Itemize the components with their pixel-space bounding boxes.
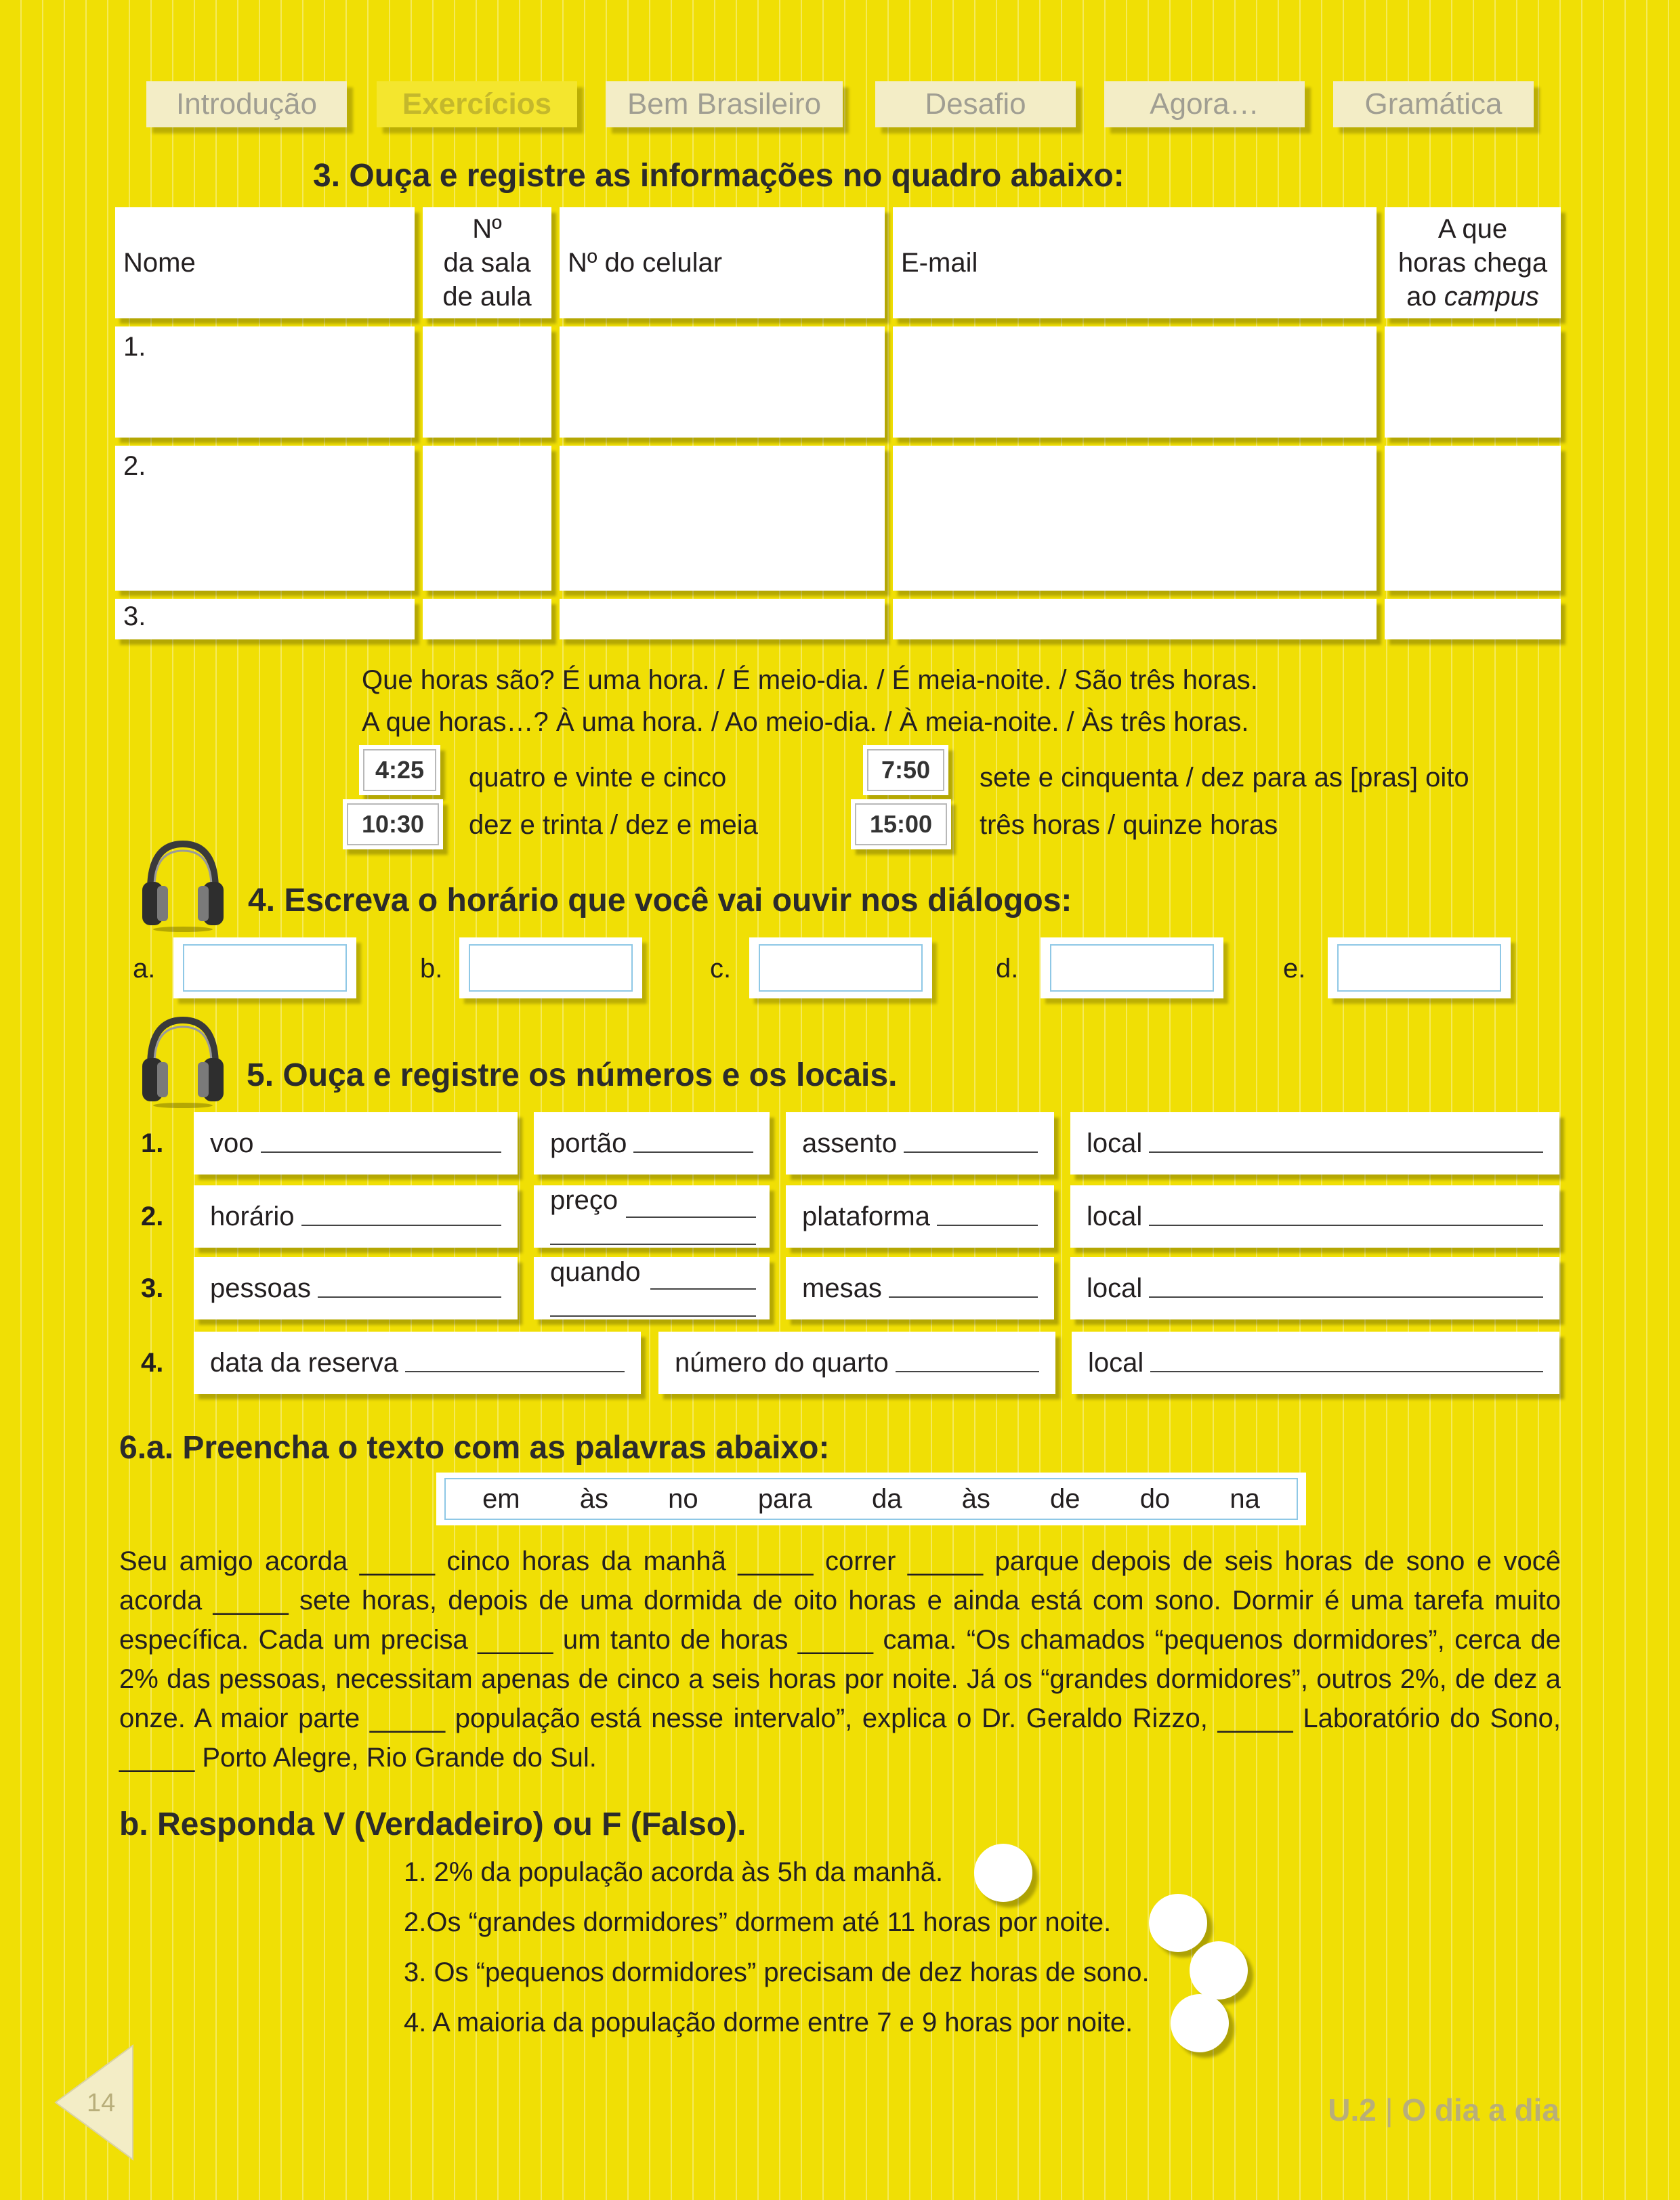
headphones-icon xyxy=(141,837,225,932)
answer-box-a[interactable] xyxy=(173,937,356,998)
field-local[interactable]: local xyxy=(1072,1332,1559,1394)
word: no xyxy=(668,1483,698,1514)
tab-introducao[interactable]: Introdução xyxy=(146,81,347,127)
word: em xyxy=(482,1483,520,1514)
row-1-hora[interactable] xyxy=(1385,326,1561,438)
tab-bem-brasileiro[interactable]: Bem Brasileiro xyxy=(606,81,843,127)
exercise-4-title: 4. Escreva o horário que você vai ouvir nos diálogos: xyxy=(248,883,1072,918)
word: às xyxy=(579,1483,609,1514)
word: do xyxy=(1139,1483,1171,1514)
row-1-celular[interactable] xyxy=(560,326,885,438)
answer-label-b: b. xyxy=(420,954,443,983)
statement-4: 4. A maioria da população dorme entre 7 e 9 horas por noite. xyxy=(404,2008,1133,2037)
word: na xyxy=(1230,1483,1260,1514)
field-assento[interactable]: assento xyxy=(786,1112,1054,1175)
exercise-6a-title: 6.a. Preencha o texto com as palavras abaixo: xyxy=(119,1430,830,1466)
row-number: 1. xyxy=(141,1128,164,1158)
tab-gramatica[interactable]: Gramática xyxy=(1333,81,1534,127)
answer-box-d[interactable] xyxy=(1041,937,1223,998)
field-mesas[interactable]: mesas xyxy=(786,1257,1054,1319)
time-example-text: dez e trinta / dez e meia xyxy=(469,810,758,840)
statement-3: 3. Os “pequenos dormidores” precisam de dez horas de sono. xyxy=(404,1958,1150,1987)
headphones-icon xyxy=(141,1013,225,1108)
page-number: 14 xyxy=(87,2089,116,2117)
answer-circle-3[interactable] xyxy=(1190,1941,1248,2000)
row-1-email[interactable] xyxy=(893,326,1377,438)
clock-15-00: 15:00 xyxy=(851,799,951,849)
field-plataforma[interactable]: plataforma xyxy=(786,1185,1054,1248)
time-example-text: quatro e vinte e cinco xyxy=(469,763,727,792)
word: para xyxy=(757,1483,812,1514)
time-example-text: sete e cinquenta / dez para as [pras] oito xyxy=(980,763,1469,792)
clock-4-25: 4:25 xyxy=(359,745,440,795)
exercise-6b-title: b. Responda V (Verdadeiro) ou F (Falso). xyxy=(119,1806,747,1842)
clock-7-50: 7:50 xyxy=(863,745,948,795)
clock-10-30: 10:30 xyxy=(343,799,443,849)
time-note-line-1: Que horas são? É uma hora. / É meio-dia. / É meia-noite. / São três horas. xyxy=(362,665,1258,695)
statement-2: 2.Os “grandes dormidores” dormem até 11 horas por noite. xyxy=(404,1907,1112,1937)
answer-label-a: a. xyxy=(133,954,156,983)
row-2-nome[interactable]: 2. xyxy=(115,446,415,591)
field-data-reserva[interactable]: data da reserva xyxy=(194,1332,641,1394)
fill-in-paragraph: Seu amigo acorda _____ cinco horas da manhã _____ correr _____ parque depois de seis horas de sono e você acorda _____ sete horas, depois de uma dormida de oito horas e ainda está com sono. Dormir é uma tarefa muito específica. Cada um precisa _____ um tanto de horas _____ cama. “Os chamados “pequenos dormidores”, cerca de 2% das pessoas, necessitam apenas de cinco a seis horas por noite. Já os “grandes dormidores”, outros 2%, de dez a onze. A maior parte _____ população está nesse intervalo”, explica o Dr. Geraldo Rizzo, _____ Laboratório do Sono, _____ Porto Alegre, Rio Grande do Sul. xyxy=(119,1546,1561,1773)
word-bank xyxy=(436,1473,1306,1525)
row-number: 4. xyxy=(141,1348,164,1378)
field-quando[interactable]: quando xyxy=(534,1257,770,1319)
row-1-nome[interactable]: 1. xyxy=(115,326,415,438)
row-3-email[interactable] xyxy=(893,599,1377,639)
field-numero-quarto[interactable]: número do quarto xyxy=(658,1332,1055,1394)
time-note-line-2: A que horas…? À uma hora. / Ao meio-dia. / À meia-noite. / Às três horas. xyxy=(362,707,1249,737)
time-example-text: três horas / quinze horas xyxy=(980,810,1278,840)
row-2-sala[interactable] xyxy=(423,446,551,591)
field-portao[interactable]: portão xyxy=(534,1112,770,1175)
field-pessoas[interactable]: pessoas xyxy=(194,1257,518,1319)
row-1-sala[interactable] xyxy=(423,326,551,438)
word: às xyxy=(961,1483,990,1514)
row-3-celular[interactable] xyxy=(560,599,885,639)
row-2-hora[interactable] xyxy=(1385,446,1561,591)
field-preco[interactable]: preço xyxy=(534,1185,770,1248)
word: de xyxy=(1050,1483,1080,1514)
row-2-celular[interactable] xyxy=(560,446,885,591)
header-hora: A que horas chega ao campus xyxy=(1385,207,1561,318)
answer-box-b[interactable] xyxy=(459,937,642,998)
answer-label-c: c. xyxy=(710,954,732,983)
field-local[interactable]: local xyxy=(1070,1112,1559,1175)
field-horario[interactable]: horário xyxy=(194,1185,518,1248)
unit-footer: U.2 | O dia a dia xyxy=(1328,2092,1559,2128)
header-sala: Nº da sala de aula xyxy=(423,207,551,318)
row-number: 3. xyxy=(141,1273,164,1303)
answer-circle-4[interactable] xyxy=(1171,1994,1229,2052)
answer-circle-2[interactable] xyxy=(1149,1894,1207,1952)
field-local[interactable]: local xyxy=(1070,1257,1559,1319)
header-nome: Nome xyxy=(115,207,415,318)
answer-label-d: d. xyxy=(996,954,1019,983)
answer-label-e: e. xyxy=(1283,954,1306,983)
answer-circle-1[interactable] xyxy=(974,1844,1032,1902)
header-email: E-mail xyxy=(893,207,1377,318)
word: da xyxy=(872,1483,902,1514)
field-voo[interactable]: voo xyxy=(194,1112,518,1175)
tab-exercicios[interactable]: Exercícios xyxy=(377,81,577,127)
header-celular: Nº do celular xyxy=(560,207,885,318)
exercise-5-title: 5. Ouça e registre os números e os locais. xyxy=(247,1057,898,1093)
tab-desafio[interactable]: Desafio xyxy=(875,81,1076,127)
row-number: 2. xyxy=(141,1202,164,1231)
answer-box-c[interactable] xyxy=(749,937,932,998)
row-3-hora[interactable] xyxy=(1385,599,1561,639)
field-local[interactable]: local xyxy=(1070,1185,1559,1248)
row-3-sala[interactable] xyxy=(423,599,551,639)
exercise-3-title: 3. Ouça e registre as informações no quadro abaixo: xyxy=(313,158,1125,194)
statement-1: 1. 2% da população acorda às 5h da manhã. xyxy=(404,1857,944,1887)
tab-agora[interactable]: Agora… xyxy=(1104,81,1305,127)
row-3-nome[interactable]: 3. xyxy=(115,599,415,639)
answer-box-e[interactable] xyxy=(1328,937,1511,998)
row-2-email[interactable] xyxy=(893,446,1377,591)
